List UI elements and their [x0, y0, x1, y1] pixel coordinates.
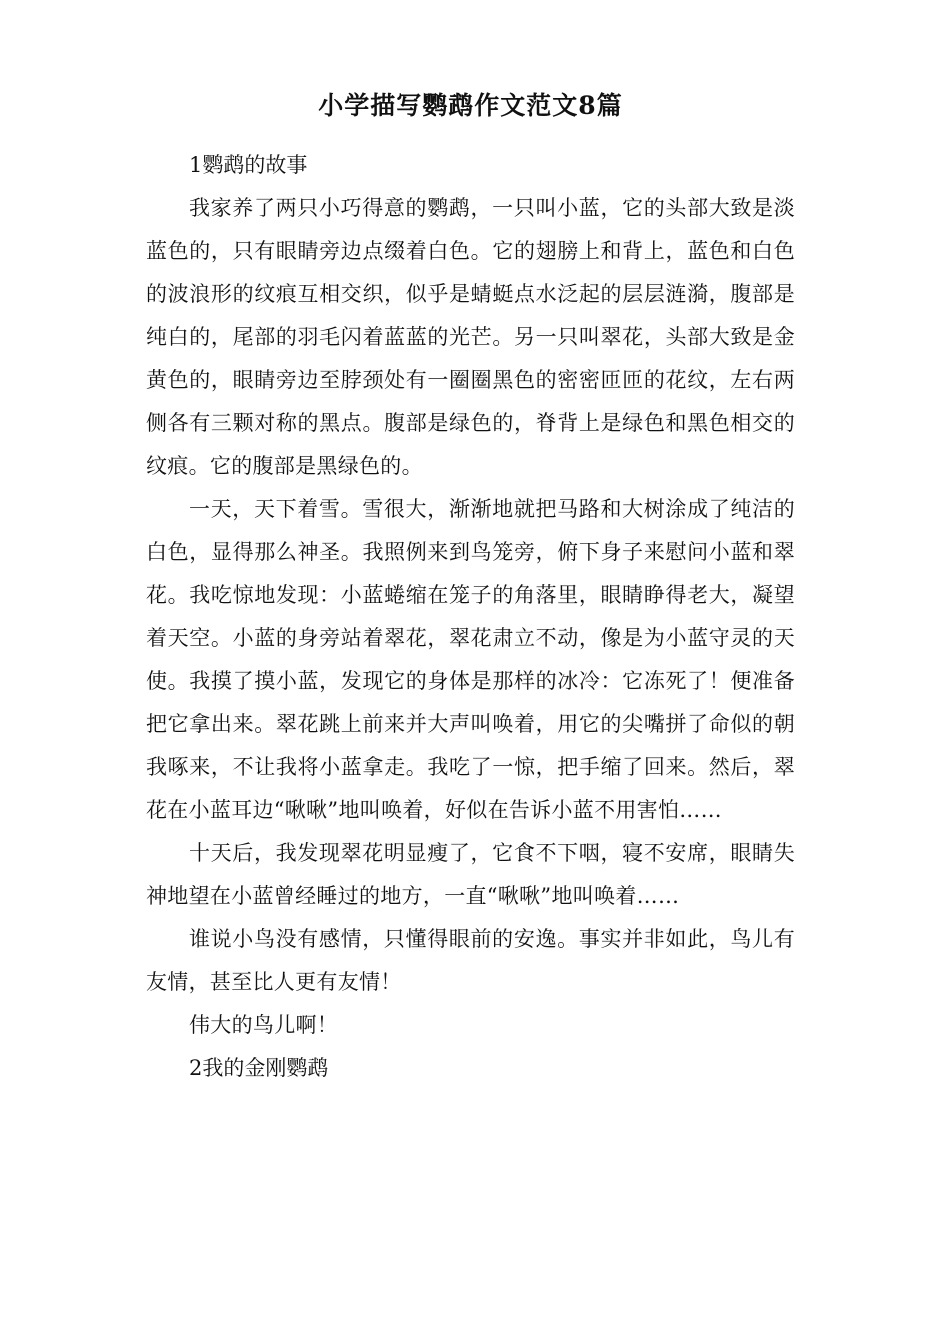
paragraph-3: 十天后，我发现翠花明显瘦了，它食不下咽，寝不安席，眼睛失神地望在小蓝曾经睡过的地方，一直“啾啾”地叫唤着…… — [146, 841, 795, 908]
section-heading-1: 1鹦鹉的故事 — [189, 153, 308, 177]
paragraph-4: 谁说小鸟没有感情，只懂得眼前的安逸。事实并非如此，鸟儿有友情，甚至比人更有友情！ — [146, 927, 795, 994]
paragraph-5: 伟大的鸟儿啊！ — [189, 1013, 339, 1037]
document-title: 小学描写鹦鹉作文范文8篇 — [318, 91, 623, 120]
paragraph-1: 我家养了两只小巧得意的鹦鹉，一只叫小蓝，它的头部大致是淡蓝色的，只有眼睛旁边点缀着白色。它的翅膀上和背上，蓝色和白色的波浪形的纹痕互相交织，似乎是蜻蜓点水泛起的层层涟漪，腹部是纯白的，尾部的羽毛闪着蓝蓝的光芒。另一只叫翠花，头部大致是金黄色的，眼睛旁边至脖颈处有一圈圈黑色的密密匝匝的花纹，左右两侧各有三颗对称的黑点。腹部是绿色的，脊背上是绿色和黑色相交的纹痕。它的腹部是黑绿色的。 — [146, 196, 795, 478]
paragraph-2: 一天，天下着雪。雪很大，渐渐地就把马路和大树涂成了纯洁的白色，显得那么神圣。我照例来到鸟笼旁，俯下身子来慰问小蓝和翠花。我吃惊地发现：小蓝蜷缩在笼子的角落里，眼睛睁得老大，凝望着天空。小蓝的身旁站着翠花，翠花肃立不动，像是为小蓝守灵的天使。我摸了摸小蓝，发现它的身体是那样的冰冷：它冻死了！便准备把它拿出来。翠花跳上前来并大声叫唤着，用它的尖嘴拼了命似的朝我啄来，不让我将小蓝拿走。我吃了一惊，把手缩了回来。然后，翠花在小蓝耳边“啾啾”地叫唤着，好似在告诉小蓝不用害怕…… — [146, 497, 795, 822]
section-heading-2: 2我的金刚鹦鹉 — [189, 1056, 329, 1080]
